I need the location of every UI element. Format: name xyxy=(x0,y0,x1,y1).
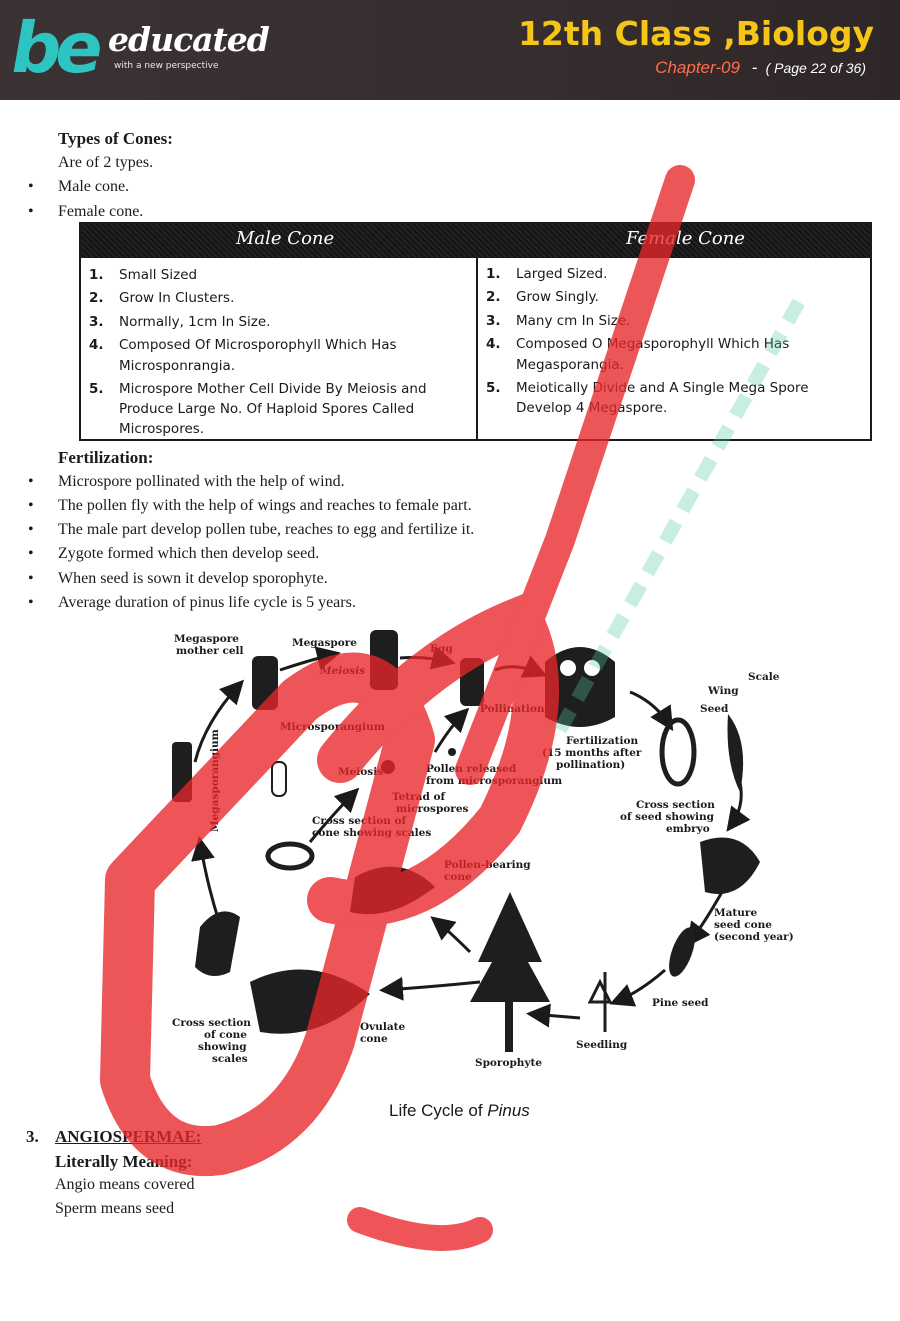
label-pollen-cone-2: cone xyxy=(444,871,472,883)
page-indicator: ( Page 22 of 36) xyxy=(765,60,866,76)
brand-logo[interactable] xyxy=(4,7,269,94)
bullet-icon: • xyxy=(28,497,34,514)
table-cell: Small Sized xyxy=(119,267,198,283)
megaspore-mother-cell-shape xyxy=(252,656,278,710)
ovulate-cone-cross-section xyxy=(195,911,240,976)
label-meiosis-top: Meiosis xyxy=(320,665,366,677)
label-mature: Mature xyxy=(714,907,758,919)
diagram-caption xyxy=(389,1101,530,1121)
fertilization-item: Average duration of pinus life cycle is 5 years. xyxy=(58,594,356,611)
separator-dash: - xyxy=(751,58,758,77)
label-ovulate-2: cone xyxy=(360,1033,388,1045)
ovulate-cone xyxy=(250,970,370,1034)
label-pine-seed: Pine seed xyxy=(652,997,709,1009)
label-fertilization-2: (15 months after xyxy=(542,747,642,759)
table-cell: Grow Singly. xyxy=(516,289,599,305)
label-cross-seed-3: embryo xyxy=(666,823,710,835)
egg-shape xyxy=(460,658,484,706)
bullet-icon: • xyxy=(28,570,34,587)
fertilization-shape xyxy=(545,647,615,727)
label-fertilization-3: pollination) xyxy=(556,759,626,771)
logo-wordmark: educated xyxy=(108,20,269,59)
watermark-tail xyxy=(360,1220,480,1238)
fertilization-item: Microspore pollinated with the help of wind. xyxy=(58,473,345,490)
table-cell: Microspore Mother Cell Divide By Meiosis and xyxy=(119,381,427,397)
row-number: 1. xyxy=(89,267,104,283)
label-seedling: Seedling xyxy=(576,1039,628,1051)
cycle-arrows xyxy=(195,654,741,1018)
seedling-shape xyxy=(590,972,610,1032)
fertilization-item: Zygote formed which then develop seed. xyxy=(58,545,320,562)
label-mature-3: (second year) xyxy=(714,931,794,943)
label-cross-seed: Cross section xyxy=(636,799,715,811)
table-cell: Larged Sized. xyxy=(516,266,608,282)
row-number: 2. xyxy=(486,289,501,305)
section-number: 3. xyxy=(26,1127,39,1146)
table-cell: Meiotically Divide and A Single Mega Spore xyxy=(516,380,809,396)
label-pollen-cone: Pollen-bearing xyxy=(444,859,531,871)
label-cross-ovulate-3: showing xyxy=(198,1041,247,1053)
label-scale: Scale xyxy=(748,671,780,683)
winged-seed xyxy=(728,714,744,792)
pollen-grain xyxy=(448,748,456,756)
megaspore-shape xyxy=(370,630,398,690)
table-cell: Megasporangia. xyxy=(516,357,624,373)
label-microsporangium: Microsporangium xyxy=(280,721,385,733)
table-header-row xyxy=(81,224,870,258)
meaning-line: Angio means covered xyxy=(55,1176,195,1193)
cone-type-item: Male cone. xyxy=(58,178,130,195)
pollen-bearing-cone xyxy=(350,867,435,915)
label-tetrad: Tetrad of xyxy=(392,791,445,803)
fertilization-item: The male part develop pollen tube, reaches to egg and fertilize it. xyxy=(58,521,475,538)
table-cell: Microsponrangia. xyxy=(119,358,236,374)
label-egg: Egg xyxy=(430,643,453,655)
label-megasporangium: Megasporangium xyxy=(209,729,221,832)
table-cell: Microspores. xyxy=(119,421,205,437)
label-megaspore-mother-cell-2: mother cell xyxy=(176,645,244,657)
table-cell: Grow In Clusters. xyxy=(119,290,235,306)
table-cell: Composed Of Microsporophyll Which Has xyxy=(119,337,397,353)
label-seed: Seed xyxy=(700,703,729,715)
bullet-icon: • xyxy=(28,545,34,562)
label-wing: Wing xyxy=(708,685,739,697)
label-pollination: Pollination xyxy=(480,703,545,715)
row-number: 1. xyxy=(486,266,501,282)
row-number: 5. xyxy=(486,380,501,396)
label-ovulate: Ovulate xyxy=(360,1021,406,1033)
sporophyte-trunk xyxy=(505,997,513,1052)
angiospermae-heading: ANGIOSPERMAE: xyxy=(55,1127,202,1146)
row-number: 3. xyxy=(486,313,501,329)
chapter-info xyxy=(655,58,866,78)
label-megaspore-mother-cell: Megaspore xyxy=(174,633,239,645)
cones-heading: Types of Cones: xyxy=(58,129,173,148)
embryo-circle xyxy=(560,660,576,676)
fertilization-heading: Fertilization: xyxy=(58,448,154,467)
literal-meaning-heading: Literally Meaning: xyxy=(55,1152,193,1171)
diagram-structures xyxy=(172,630,760,1052)
logo-be-mark: be xyxy=(4,7,105,89)
female-cone-header: Female Cone xyxy=(626,228,745,249)
logo-tagline: with a new perspective xyxy=(114,61,219,71)
label-cross-ovulate: Cross section xyxy=(172,1017,251,1029)
page-header xyxy=(0,0,900,100)
label-cross-ovulate-2: of cone xyxy=(204,1029,247,1041)
microsporangium-shape xyxy=(272,762,286,796)
label-cross-cone: Cross section of xyxy=(312,815,407,827)
cone-cross-section xyxy=(268,844,312,868)
cones-intro: Are of 2 types. xyxy=(58,154,154,171)
label-pollen-released: Pollen released xyxy=(426,763,517,775)
caption-text: Life Cycle of xyxy=(389,1101,488,1120)
table-column-divider xyxy=(476,258,478,439)
page-title: 12th Class ,Biology xyxy=(517,14,874,53)
caption-genus: Pinus xyxy=(487,1101,530,1120)
sporophyte-tree xyxy=(470,892,550,1002)
row-number: 4. xyxy=(89,337,104,353)
label-fertilization: Fertilization xyxy=(566,735,639,747)
label-sporophyte: Sporophyte xyxy=(475,1057,543,1069)
label-cross-ovulate-4: scales xyxy=(212,1053,248,1065)
seed-cross-section xyxy=(662,720,694,784)
label-megaspore: Megaspore xyxy=(292,637,357,649)
label-pollen-released-2: from microsporangium xyxy=(426,775,563,787)
row-number: 2. xyxy=(89,290,104,306)
chapter-label: Chapter-09 xyxy=(655,58,740,77)
embryo-circle xyxy=(584,660,600,676)
row-number: 3. xyxy=(89,314,104,330)
row-number: 4. xyxy=(486,336,501,352)
mature-seed-cone xyxy=(700,838,760,895)
table-cell: Normally, 1cm In Size. xyxy=(119,314,271,330)
meaning-line: Sperm means seed xyxy=(55,1200,175,1217)
pinus-life-cycle-diagram xyxy=(160,622,800,1092)
bullet-icon: • xyxy=(28,594,34,611)
bullet-icon: • xyxy=(28,521,34,538)
megasporangium-shape xyxy=(172,742,192,802)
male-cone-header: Male Cone xyxy=(236,228,335,249)
label-tetrad-2: microspores xyxy=(396,803,469,815)
pine-seed-shape xyxy=(664,924,701,980)
label-cross-cone-2: cone showing scales xyxy=(312,827,432,839)
cone-type-item: Female cone. xyxy=(58,203,144,220)
label-mature-2: seed cone xyxy=(714,919,772,931)
table-cell: Produce Large No. Of Haploid Spores Called xyxy=(119,401,415,417)
fertilization-item: The pollen fly with the help of wings and reaches to female part. xyxy=(58,497,472,514)
row-number: 5. xyxy=(89,381,104,397)
label-meiosis: Meiosis xyxy=(338,766,384,778)
bullet-icon: • xyxy=(28,178,34,195)
table-cell: Develop 4 Megaspore. xyxy=(516,400,668,416)
table-cell: Composed O Megasporophyll Which Has xyxy=(516,336,790,352)
fertilization-item: When seed is sown it develop sporophyte. xyxy=(58,570,328,587)
bullet-icon: • xyxy=(28,203,34,220)
label-cross-seed-2: of seed showing xyxy=(620,811,714,823)
cone-comparison-table xyxy=(79,222,872,441)
bullet-icon: • xyxy=(28,473,34,490)
table-cell: Many cm In Size. xyxy=(516,313,631,329)
